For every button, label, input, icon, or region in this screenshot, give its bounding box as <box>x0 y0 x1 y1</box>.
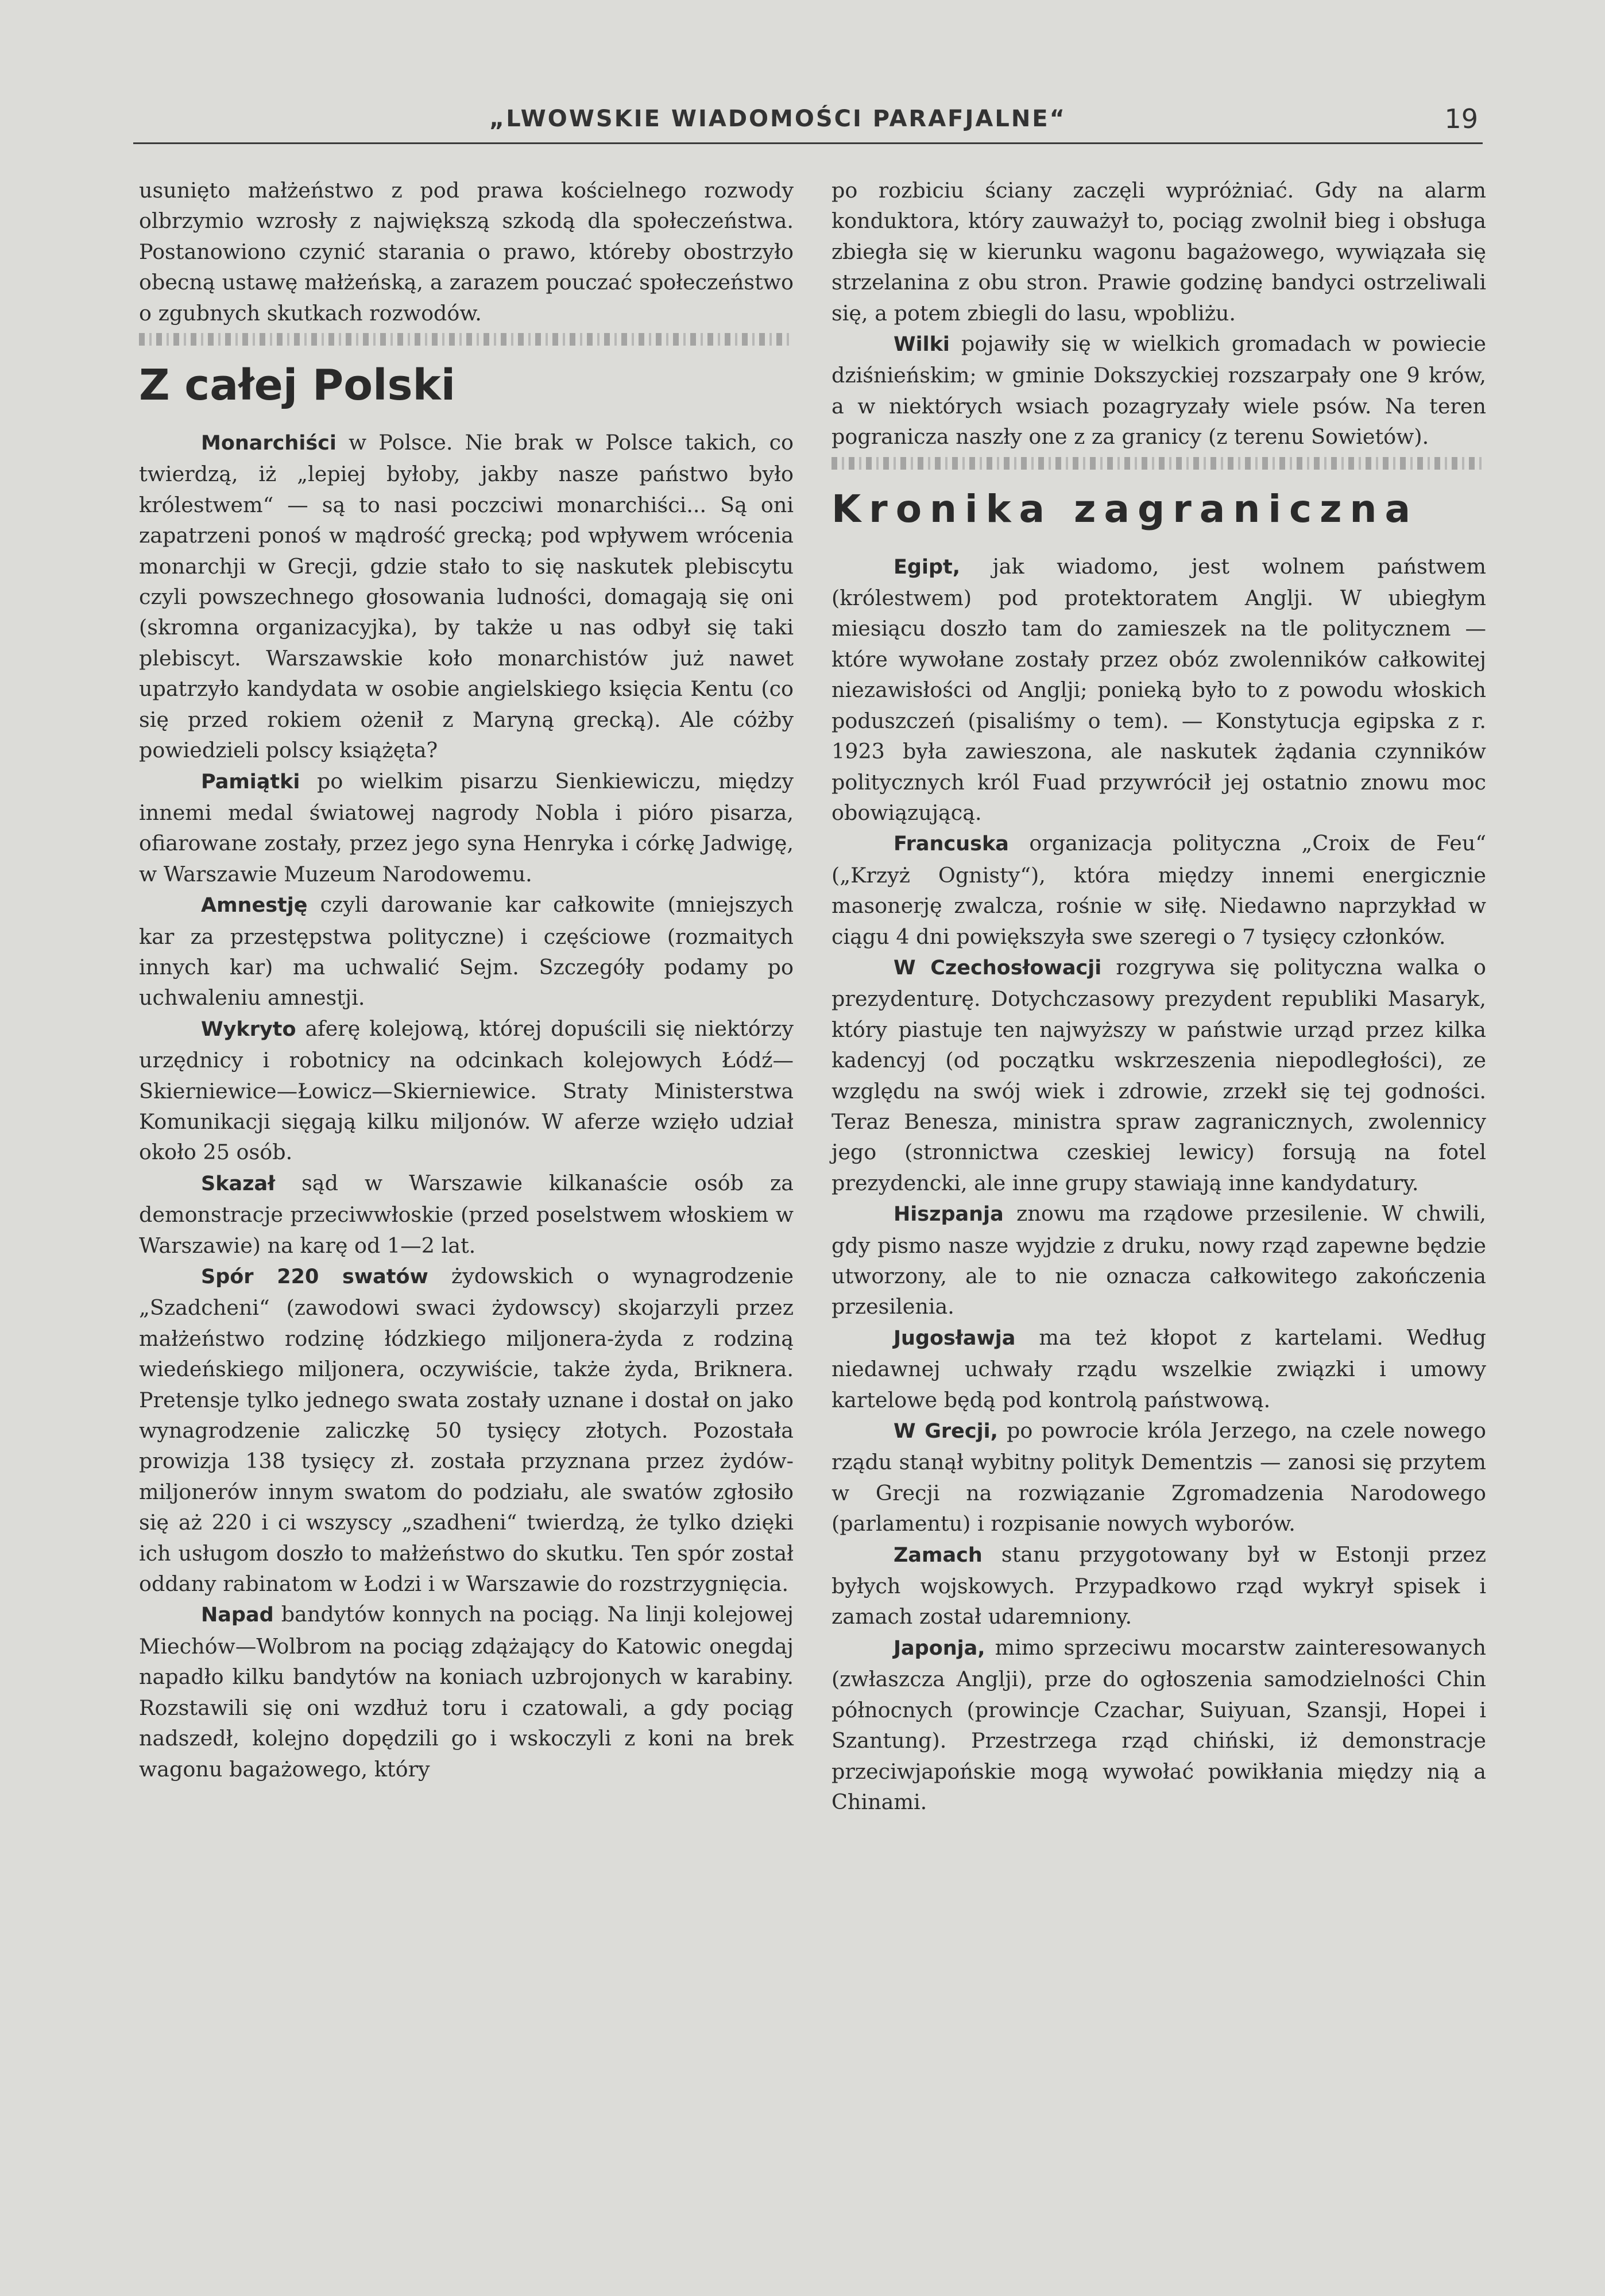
paragraph-text: żydowskich o wynagrodzenie „Szadcheni“ (zawodowi swaci żydowscy) skojarzyli przez małżeństwo rodzinę łódzkiego miljonera-żyda z rodziną wiedeńskiego miljonera, oczywiście, także żyda, Briknera. Pretensje tylko jednego swata zostały uznane i dostał on jako wynagrodzenie zaliczkę 50 tysięcy złotych. Pozostała prowizja 138 tysięcy zł. została przyznana przez żydów-miljonerów innym swatom do podziału, ale swatów zgłosiło się aż 220 i ci wszyscy „szadheni“ twierdzą, że tylko dzięki ich usługom doszło to małżeństwo do skutku. Ten spór został oddany rabinatom w Łodzi i w Warszawie do rozstrzygnięcia. <box>139 1264 794 1597</box>
article-paragraph <box>139 1168 794 1261</box>
article-paragraph <box>139 889 794 1013</box>
paragraph-lead: Pamiątki <box>201 770 300 793</box>
paragraph-lead: Spór 220 swatów <box>201 1265 428 1288</box>
paragraph-text: pojawiły się w wielkich gromadach w powiecie dziśnieńskim; w gminie Dokszyckiej rozszarpały one 9 krów, a w niektórych wsiach pozagryzały wiele psów. Na teren pogranicza naszły one z za granicy (z terenu Sowietów). <box>831 331 1486 450</box>
right-column <box>831 175 1486 1817</box>
paragraph-text: po powrocie króla Jerzego, na czele nowego rządu stanął wybitny polityk Dementzis — zanosi się przytem w Grecji na rozwiązanie Zgromadzenia Narodowego (parlamentu) i rozpisanie nowych wyborów. <box>831 1418 1486 1536</box>
paragraph-lead: Skazał <box>201 1172 276 1195</box>
paragraph-lead: Napad <box>201 1604 274 1627</box>
paragraph-text: sąd w Warszawie kilkanaście osób za demonstracje przeciwwłoskie (przed poselstwem włoskiem w Warszawie) na karę od 1—2 lat. <box>139 1170 794 1258</box>
page-number: 19 <box>1444 103 1478 134</box>
paragraph-text: ma też kłopot z kartelami. Według niedawnej uchwały rządu wszelkie związki i umowy kartelowe będą pod kontrolą państwową. <box>831 1325 1486 1412</box>
paragraph-lead: W Czechosłowacji <box>894 956 1102 979</box>
article-paragraph <box>139 1261 794 1599</box>
ornamental-divider <box>139 333 794 346</box>
section-heading-polska: Z całej Polski <box>139 361 456 411</box>
article-paragraph <box>831 1415 1486 1539</box>
page-header <box>133 102 1483 144</box>
section-heading-kronika: Kronika zagraniczna <box>831 486 1419 531</box>
article-paragraph <box>831 551 1486 828</box>
article-paragraph <box>139 427 794 765</box>
paragraph-lead: Hiszpanja <box>894 1203 1004 1226</box>
paragraph-text: organizacja polityczna „Croix de Feu“ („Krzyż Ognisty“), która między innemi energicznie masonerję zwalcza, rośnie w siłę. Niedawno naprzykład w ciągu 4 dni powiększyła swe szeregi o 7 tysięcy członków. <box>831 831 1486 949</box>
paragraph-text: aferę kolejową, której dopuścili się niektórzy urzędnicy i robotnicy na odcinkach kolejowych Łódź—Skierniewice—Łowicz—Skierniewice. Straty Ministerstwa Komunikacji sięgają kilku miljonów. W aferze wzięło udział około 25 osób. <box>139 1016 794 1165</box>
paragraph-lead: W Grecji, <box>894 1420 998 1443</box>
paragraph-lead: Wykryto <box>201 1017 296 1041</box>
article-paragraph <box>139 1599 794 1784</box>
article-paragraph <box>831 1322 1486 1415</box>
running-title: „LWOWSKIE WIADOMOŚCI PARAFJALNE“ <box>489 106 1066 132</box>
article-paragraph <box>831 828 1486 952</box>
article-paragraph <box>831 1198 1486 1322</box>
article-continuation: usunięto małżeństwo z pod prawa kościelnego rozwody olbrzymio wzrosły z największą szkodą dla społeczeństwa. Postanowiono czynić starania o prawo, któreby obostrzyło obecną ustawę małżeńską, a zarazem pouczać społeczeństwo o zgubnych skutkach rozwodów. <box>139 178 794 326</box>
article-paragraph <box>831 952 1486 1198</box>
article-paragraph <box>831 1539 1486 1632</box>
article-paragraph <box>831 328 1486 452</box>
article-paragraph <box>139 1013 794 1168</box>
paragraph-lead: Jugosławja <box>894 1326 1016 1350</box>
left-column <box>139 175 794 1784</box>
paragraph-text: czyli darowanie kar całkowite (mniejszych kar za przestępstwa polityczne) i częściowe (rozmaitych innych kar) ma uchwalić Sejm. Szczegóły podamy po uchwaleniu amnestji. <box>139 892 794 1010</box>
paragraph-text: stanu przygotowany był w Estonji przez byłych wojskowych. Przypadkowo rząd wykrył spisek i zamach został udaremniony. <box>831 1542 1486 1629</box>
paragraph-text: bandytów konnych na pociąg. Na linji kolejowej Miechów—Wolbrom na pociąg zdążający do Katowic onegdaj napadło kilku bandytów na koniach uzbrojonych w karabiny. Rozstawili się oni wzdłuż toru i czatowali, a gdy pociąg nadszedł, kolejno dopędzili go i wskoczyli z koni na brek wagonu bagażowego, który <box>139 1602 794 1782</box>
article-continuation: po rozbiciu ściany zaczęli wypróżniać. Gdy na alarm konduktora, który zauważył to, pociąg zwolnił bieg i obsługa zbiegła się w kierunku wagonu bagażowego, wywiązała się strzelanina z obu stron. Prawie godzinę bandyci ostrzeliwali się, a potem zbiegli do lasu, wpobliżu. <box>831 178 1486 326</box>
paragraph-lead: Japonja, <box>894 1636 985 1660</box>
paragraph-lead: Egipt, <box>894 555 961 579</box>
paragraph-lead: Zamach <box>894 1543 983 1567</box>
paragraph-text: znowu ma rządowe przesilenie. W chwili, gdy pismo nasze wyjdzie z druku, nowy rząd zapewne będzie utworzony, ale to nie oznacza całkowitego zakończenia przesilenia. <box>831 1201 1486 1319</box>
article-paragraph <box>831 1632 1486 1817</box>
paragraph-lead: Wilki <box>894 333 950 357</box>
ornamental-divider <box>831 457 1486 470</box>
paragraph-lead: Amnestję <box>201 894 308 917</box>
paragraph-text: jak wiadomo, jest wolnem państwem (królestwem) pod protektoratem Anglji. W ubiegłym miesiącu doszło tam do zamieszek na tle politycznem — które wywołane zostały przez obóz zwolenników całkowitej niezawisłości od Anglji; ponieką było to z powodu włoskich poduszczeń (pisaliśmy o tem). — Konstytucja egipska z r. 1923 była zawieszona, ale naskutek żądania czynników politycznych król Fuad przywrócił jej ostatnio znowu moc obowiązującą. <box>831 553 1486 825</box>
paragraph-lead: Francuska <box>894 833 1009 856</box>
paragraph-lead: Monarchiści <box>201 432 337 455</box>
paragraph-text: rozgrywa się polityczna walka o prezydenturę. Dotychczasowy prezydent republiki Masaryk, który piastuje ten najwyższy w państwie urząd przez kilka kadencyj (od początku wskrzeszenia niepodległości), ze względu na swój wiek i zdrowie, zrzekł się tej godności. Teraz Benesza, ministra spraw zagranicznych, zwolennicy jego (stronnictwa czeskiej lewicy) forsują na fotel prezydencki, ale inne grupy stawiają inne kandydatury. <box>831 954 1486 1195</box>
paragraph-text: mimo sprzeciwu mocarstw zainteresowanych (zwłaszcza Anglji), prze do ogłoszenia samodzielności Chin północnych (prowincje Czachar, Suiyuan, Szansji, Hopei i Szantung). Przestrzega rząd chiński, iż demonstracje przeciwjapońskie mogą wywołać powikłania między nią a Chinami. <box>831 1635 1486 1814</box>
paragraph-text: w Polsce. Nie brak w Polsce takich, co twierdzą, iż „lepiej byłoby, jakby nasze państwo było królestwem“ — są to nasi poczciwi monarchiści... Są oni zapatrzeni ponoś w mądrość grecką; pod wpływem wrócenia monarchji w Grecji, gdzie stało to się naskutek plebiscytu czyli powszechnego głosowania ludności, domagają się oni (skromna organizacyjka), by także u nas odbył się taki plebiscyt. Warszawskie koło monarchistów już nawet upatrzyło kandydata w osobie angielskiego księcia Kentu (co się przed rokiem ożenił z Maryną grecką). Ale cóżby powiedzieli polscy książęta? <box>139 430 794 763</box>
paragraph-text: po wielkim pisarzu Sienkiewiczu, między innemi medal światowej nagrody Nobla i pióro pisarza, ofiarowane zostały, przez jego syna Henryka i córkę Jadwigę, w Warszawie Muzeum Narodowemu. <box>139 768 794 886</box>
article-paragraph <box>139 766 794 890</box>
